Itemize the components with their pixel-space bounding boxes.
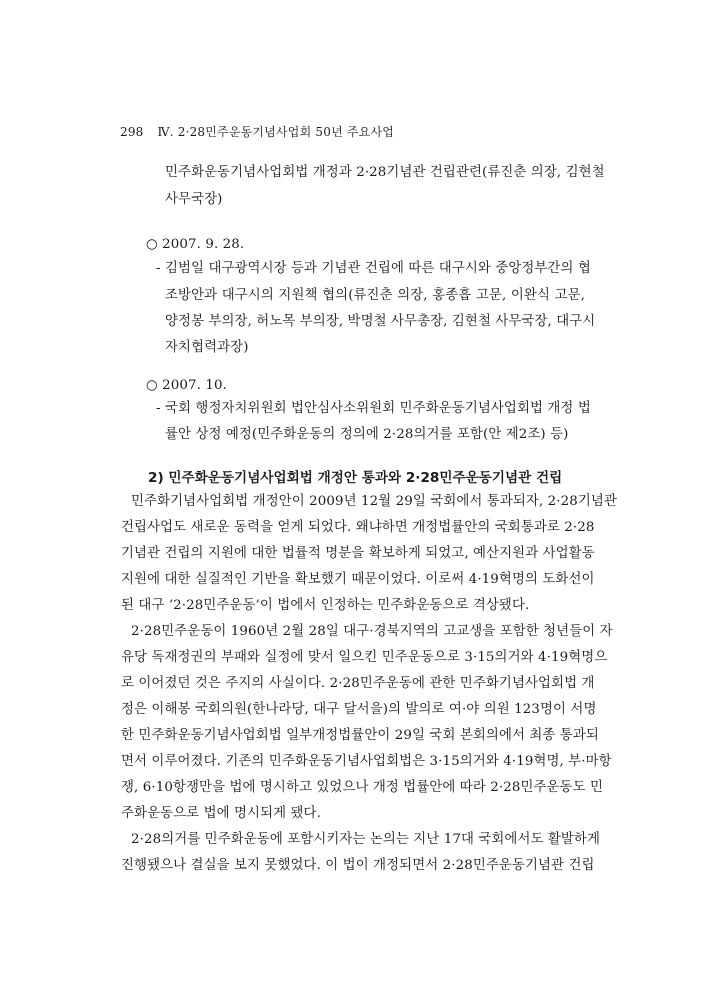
item-line: 률안 상정 예정(민주화운동의 정의에 2·28의거를 포함(안 제2조) 등)	[165, 427, 569, 442]
body-line: 정은 이해봉 국회의원(한나라당, 대구 달서을)의 발의로 여·야 의원 123명이 서명	[121, 702, 597, 717]
body-line: 한 민주화운동기념사업회법 일부개정법률안이 29일 국회 본회의에서 최종 통과되	[121, 728, 599, 743]
body-line: 진행됐으나 결실을 보지 못했었다. 이 법이 개정되면서 2·28민주운동기념관 건립	[121, 858, 595, 873]
body-line: 기념관 건립의 지원에 대한 법률적 명분을 확보하게 되었고, 예산지원과 사업활동	[121, 546, 595, 561]
section-heading: 2) 민주화운동기념사업회법 개정안 통과와 2·28민주운동기념관 건립	[148, 470, 563, 486]
running-title: Ⅳ. 2·28민주운동기념사업회 50년 주요사업	[157, 125, 395, 139]
body-line: 건립사업도 새로운 동력을 얻게 되었다. 왜냐하면 개정법률안의 국회통과로 2·28	[121, 520, 595, 535]
item-line: 조방안과 대구시의 지원책 협의(류진춘 의장, 홍종흡 고문, 이완식 고문,	[165, 288, 585, 303]
item-date: ○ 2007. 10.	[146, 378, 227, 393]
intro-line: 사무국장)	[165, 192, 223, 207]
body-line: 민주화기념사업회법 개정안이 2009년 12월 29일 국회에서 통과되자, 2·28기념관	[131, 494, 617, 509]
body-line: 주화운동으로 법에 명시되게 됐다.	[121, 806, 321, 821]
body-line: 쟁, 6·10항쟁만을 법에 명시하고 있었으나 개정 법률안에 따라 2·28민주운동도 민	[121, 780, 604, 795]
body-line: 2·28의거를 민주화운동에 포함시키자는 논의는 지난 17대 국회에서도 활발하게	[131, 832, 601, 847]
running-header	[120, 123, 394, 140]
body-line: 된 대구 ‘2·28민주운동’이 법에서 인정하는 민주화운동으로 격상됐다.	[121, 598, 530, 613]
body-line: 면서 이루어졌다. 기존의 민주화운동기념사업회법은 3·15의거와 4·19혁명, 부·마항	[121, 754, 612, 769]
page-number: 298	[120, 125, 144, 139]
item-line: 자치협력과장)	[165, 340, 249, 355]
item-date: ○ 2007. 9. 28.	[146, 237, 245, 252]
intro-line: 민주화운동기념사업회법 개정과 2·28기념관 건립관련(류진춘 의장, 김현철	[165, 165, 605, 180]
item-line: - 김범일 대구광역시장 등과 기념관 건립에 따른 대구시와 중앙정부간의 협	[156, 261, 591, 276]
item-line: 양정봉 부의장, 허노목 부의장, 박명철 사무총장, 김현철 사무국장, 대구시	[165, 314, 596, 329]
body-line: 지원에 대한 실질적인 기반을 확보했기 때문이었다. 이로써 4·19혁명의 도화선이	[121, 572, 595, 587]
body-line: 로 이어졌던 것은 주지의 사실이다. 2·28민주운동에 관한 민주화기념사업회법 개	[121, 676, 595, 691]
item-line: - 국회 행정자치위원회 법안심사소위원회 민주화운동기념사업회법 개정 법	[156, 401, 591, 416]
body-line: 2·28민주운동이 1960년 2월 28일 대구·경북지역의 고교생을 포함한 청년들이 자	[131, 624, 613, 639]
body-line: 유당 독재정권의 부패와 실정에 맞서 일으킨 민주운동으로 3·15의거와 4·19혁명으	[121, 650, 608, 665]
